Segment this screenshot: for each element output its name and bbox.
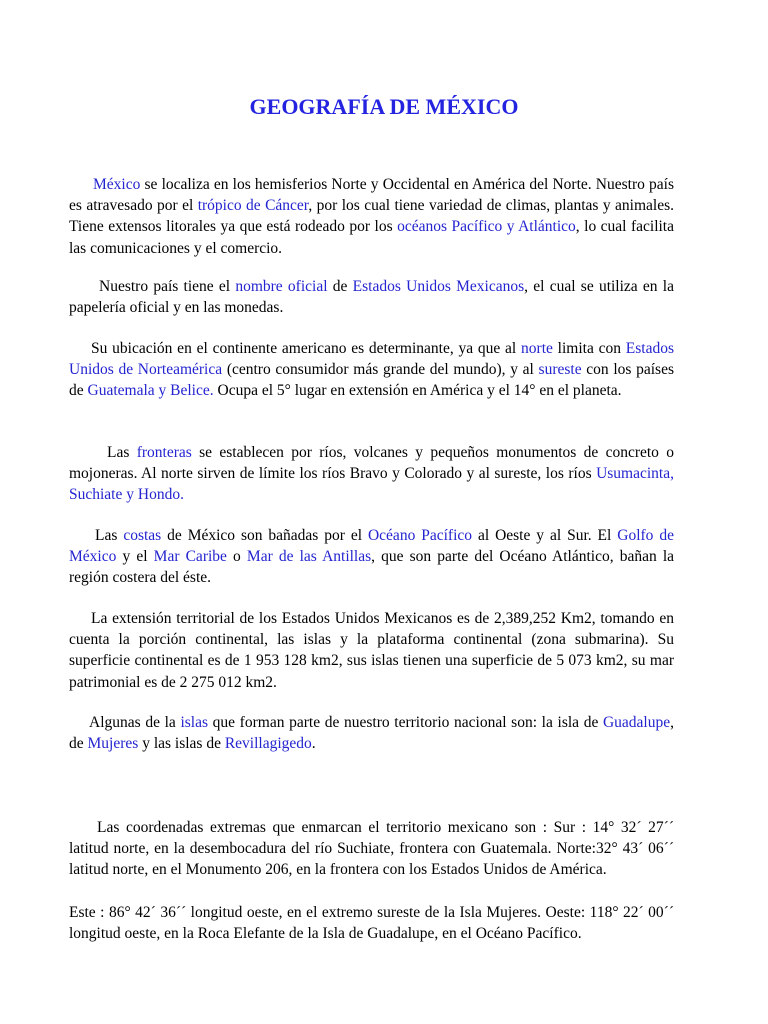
text: Este : 86° 42´ 36´´ longitud oeste, en el extremo sureste de la Isla Mujeres. Oeste: 118° 22´ 00´´ longitud oeste, en la Roca Elefante de la Isla de Guadalupe, en el Océano Pacífico. [69, 904, 674, 943]
keyword-link: costas [123, 527, 162, 544]
text: , el cual se utiliza en la papelería oficial y en las monedas. [69, 278, 674, 317]
keyword-link: Guatemala y Belice. [87, 382, 214, 400]
text: , por los cual tiene variedad de climas, plantas y animales. Tiene extensos litorales ya que está rodeado por los [69, 197, 674, 236]
keyword-link: Golfo de México [69, 527, 674, 566]
keyword-link: sureste [538, 361, 582, 379]
keyword-link: trópico de Cáncer [197, 197, 309, 215]
keyword-link: Estados Unidos de Norteamérica [69, 340, 674, 379]
keyword-link: Mar de las Antillas [246, 548, 372, 566]
page-title: GEOGRAFÍA DE MÉXICO [249, 94, 519, 119]
paragraph-borders [69, 442, 674, 506]
paragraph-location [69, 174, 674, 259]
keyword-link: fronteras [136, 444, 192, 461]
text: de México son bañadas por el [161, 527, 368, 544]
keyword-link: Mar Caribe [153, 548, 227, 566]
paragraph-official-name [69, 276, 674, 318]
text: , de [69, 714, 674, 753]
keyword-link: islas [180, 714, 208, 731]
text: se establecen por ríos, volcanes y pequeños monumentos de concreto o mojoneras. Al norte sirven de límite los ríos Bravo y Colorado y al sureste, los ríos [69, 444, 674, 483]
text: Nuestro país tiene el [99, 278, 236, 295]
text: al Oeste y al Sur. El [472, 527, 618, 544]
paragraph-islands [69, 712, 674, 754]
paragraph-extension [69, 608, 674, 693]
text: La extensión territorial de los Estados Unidos Mexicanos es de 2,389,252 Km2, tomando en cuenta la porción continental, las islas y la plataforma continental (zona submarina). Su superficie continental es de 1 953 128 km2, sus islas tienen una superficie de 5 073 km2, su mar patrimonial es de 2 275 012 km2. [69, 610, 674, 691]
text: Las [107, 444, 137, 461]
keyword-link: Mujeres [87, 735, 139, 753]
text: y el [116, 548, 154, 566]
text: se localiza en los hemisferios Norte y Occidental en América del Norte. Nuestro país es atravesado por el [69, 176, 674, 215]
text: Las coordenadas extremas que enmarcan el territorio mexicano son : Sur : 14° 32´ 27´´ latitud norte, en la desembocadura del río Suchiate, frontera con Guatemala. Norte:32° 43´ 06´´ latitud norte, en el Monumento 206, en la frontera con los Estados Unidos de América. [69, 819, 674, 879]
text: (centro consumidor más grande del mundo), y al [222, 361, 539, 379]
text: o [226, 548, 247, 566]
keyword-link: Océano Pacífico [367, 527, 473, 544]
text: Las [95, 527, 124, 544]
text: , lo cual facilita las comunicaciones y el comercio. [69, 218, 674, 257]
text: . [311, 735, 316, 753]
text: de [327, 278, 353, 295]
text: y las islas de [138, 735, 225, 753]
keyword-link: Usumacinta, Suchiate y Hondo. [69, 465, 674, 504]
keyword-link: Revillagigedo [224, 735, 312, 753]
text: con los países de [69, 361, 674, 400]
keyword-link: norte [521, 340, 553, 357]
text: Algunas de la [89, 714, 181, 731]
text: que forman parte de nuestro territorio nacional son: la isla de [208, 714, 603, 731]
keyword-link: Guadalupe [602, 714, 671, 731]
keyword-link: Estados Unidos Mexicanos [352, 278, 525, 295]
paragraph-position [69, 338, 674, 402]
paragraph-coasts [69, 525, 674, 589]
paragraph-coordinates-east-west [69, 902, 674, 944]
keyword-link: océanos Pacífico y Atlántico [397, 218, 576, 236]
text: Su ubicación en el continente americano es determinante, ya que al [91, 340, 522, 357]
keyword-link: nombre oficial [235, 278, 328, 295]
keyword-link: México [93, 176, 141, 193]
paragraph-coordinates [69, 817, 674, 881]
text: , que son parte del Océano Atlántico, bañan la región costera del éste. [69, 548, 675, 587]
text: Ocupa el 5° lugar en extensión en América y el 14° en el planeta. [213, 382, 622, 400]
text: limita con [552, 340, 626, 357]
